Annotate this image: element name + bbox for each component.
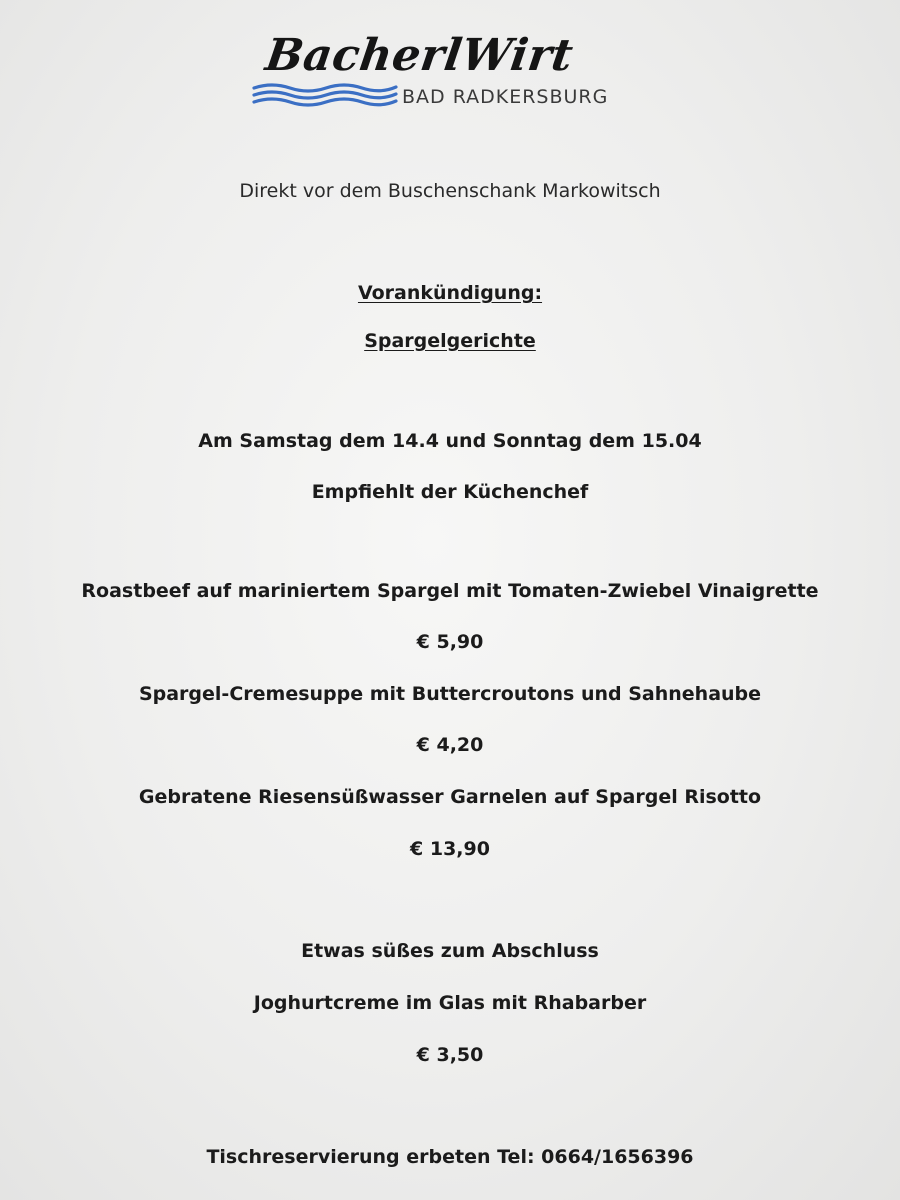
announcement-topic-text: Spargelgerichte	[364, 330, 536, 352]
menu-item-price: € 4,20	[416, 734, 484, 756]
chef-recommendation: Empfiehlt der Küchenchef	[311, 481, 589, 503]
menu-item-price: € 13,90	[410, 838, 490, 860]
event-dates: Am Samstag dem 14.4 und Sonntag dem 15.04	[198, 430, 702, 452]
announcement-topic	[0, 330, 900, 352]
menu-item-name: Spargel-Cremesuppe mit Buttercroutons und Sahnehaube	[138, 683, 762, 705]
menu-item-name: Roastbeef auf mariniertem Spargel mit Tomaten-Zwiebel Vinaigrette	[81, 580, 819, 602]
dessert-heading: Etwas süßes zum Abschluss	[301, 940, 599, 962]
menu-item-name: Gebratene Riesensüßwasser Garnelen auf Spargel Risotto	[138, 786, 762, 808]
restaurant-logo	[252, 28, 652, 116]
waves-icon	[252, 82, 398, 108]
announcement-heading-text: Vorankündigung:	[357, 282, 543, 304]
dessert-price: € 3,50	[416, 1044, 484, 1066]
menu-item-price: € 5,90	[416, 631, 484, 653]
logo-location: BAD RADKERSBURG	[402, 86, 609, 108]
reservation-note: Tischreservierung erbeten Tel: 0664/1656396	[206, 1146, 694, 1168]
tagline: Direkt vor dem Buschenschank Markowitsch	[239, 180, 661, 202]
logo-wordmark: BacherlWirt	[262, 30, 577, 81]
announcement-heading	[0, 282, 900, 304]
dessert-name: Joghurtcreme im Glas mit Rhabarber	[253, 992, 647, 1014]
